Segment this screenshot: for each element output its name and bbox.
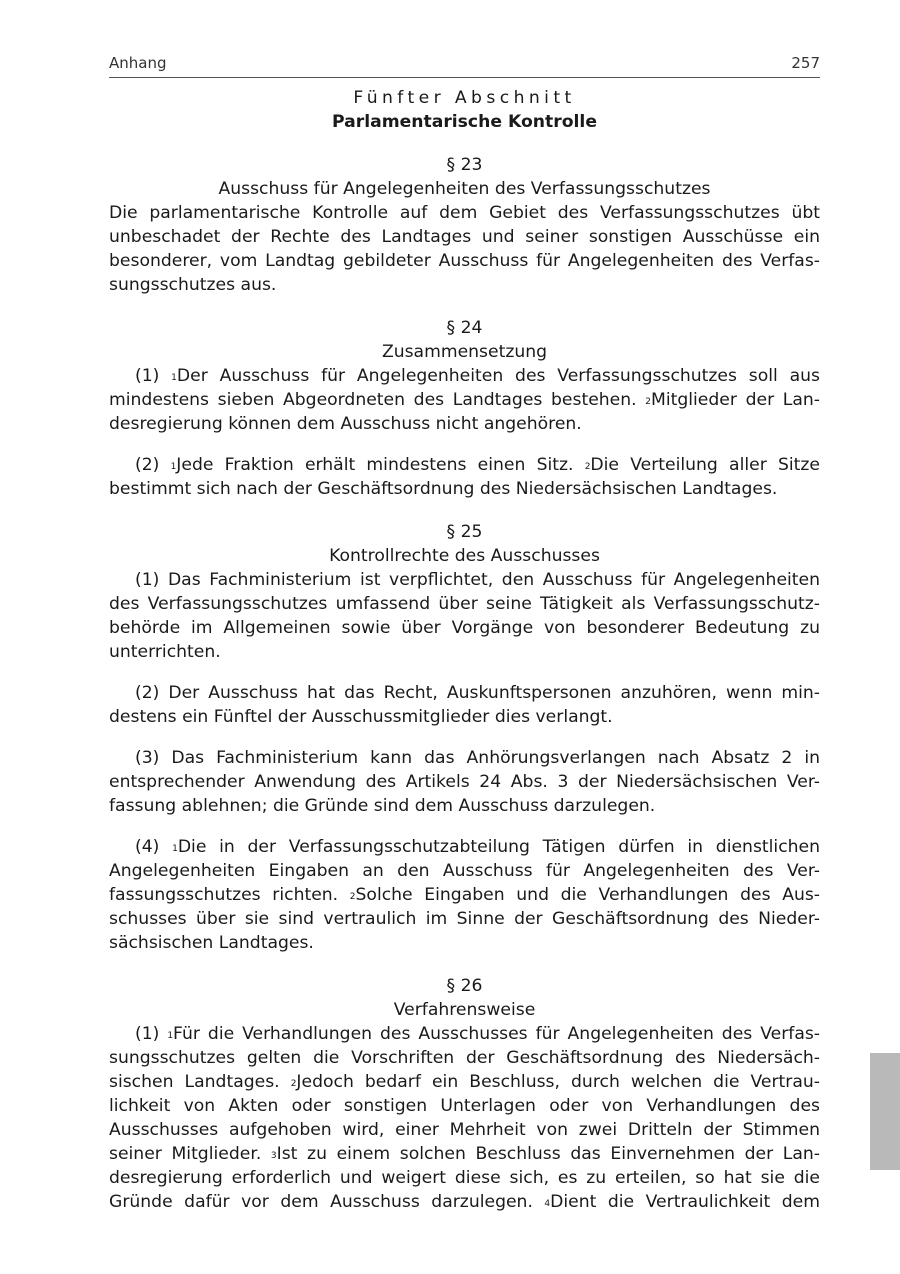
paragraph xyxy=(109,201,820,297)
chapter-title: Parlamentarische Kontrolle xyxy=(332,112,597,132)
section-25 xyxy=(109,520,820,955)
sentence-number: 2 xyxy=(645,397,651,407)
text-line: (3) Das Fachministerium kann das Anhörungsverlangen nach Absatz 2 in xyxy=(135,748,820,768)
section-title: Kontrollrechte des Ausschusses xyxy=(329,546,600,566)
text-line: seiner Mitglieder. $^3$Ist zu einem solchen Beschluss das Einvernehmen der Lan- xyxy=(109,1144,820,1164)
text-line: mindestens sieben Abgeordneten des Landtages bestehen. $^2$Mitglieder der Lan- xyxy=(109,390,820,410)
text-line: behörde im Allgemeinen sowie über Vorgänge von besonderer Bedeutung zu xyxy=(109,618,820,638)
sentence-number: 2 xyxy=(349,892,356,902)
section-26 xyxy=(109,974,820,1214)
text-line: sächsischen Landtages. xyxy=(109,933,314,953)
running-head: Anhang xyxy=(109,54,167,72)
section-23 xyxy=(109,153,820,297)
text-line: schusses über sie sind vertraulich im Sinne der Geschäftsordnung des Nieder- xyxy=(109,909,820,929)
text-line: fassungsschutzes richten. $^2$Solche Eingaben und die Verhandlungen des Aus- xyxy=(109,885,820,905)
section-number: § 24 xyxy=(446,318,483,338)
paragraph-1 xyxy=(109,1022,820,1214)
sentence-number: 1 xyxy=(170,462,177,472)
section-number: § 23 xyxy=(446,155,483,175)
section-title: Verfahrensweise xyxy=(393,1000,536,1020)
section-number: § 26 xyxy=(446,976,483,996)
sentence-number: 1 xyxy=(167,1031,174,1041)
text-line: Gründe dafür vor dem Ausschuss darzulegen. $^4$Dient die Vertraulichkeit dem xyxy=(109,1192,820,1212)
text-line: Ausschusses aufgehoben wird, einer Mehrheit von zwei Dritteln der Stimmen xyxy=(109,1120,820,1140)
text-line: (1) Das Fachministerium ist verpflichtet, den Ausschuss für Angelegenheiten xyxy=(135,570,820,590)
section-title: Ausschuss für Angelegenheiten des Verfassungsschutzes xyxy=(218,179,711,199)
text-line: destens ein Fünftel der Ausschussmitglieder dies verlangt. xyxy=(109,707,613,727)
paragraph-2 xyxy=(109,453,820,501)
text-line: desregierung können dem Ausschuss nicht angehören. xyxy=(109,414,582,434)
text-line: entsprechender Anwendung des Artikels 24 Abs. 3 der Niedersächsischen Ver- xyxy=(109,772,820,792)
text-line: besonderer, vom Landtag gebildeter Ausschuss für Angelegenheiten des Verfas- xyxy=(109,251,820,271)
page-header xyxy=(109,53,820,78)
paragraph-1 xyxy=(109,568,820,664)
text-line: sischen Landtages. $^2$Jedoch bedarf ein Beschluss, durch welchen die Vertrau- xyxy=(109,1072,820,1092)
text-line: (2) Der Ausschuss hat das Recht, Auskunftspersonen anzuhören, wenn min- xyxy=(135,683,820,703)
text-line: unterrichten. xyxy=(109,642,221,662)
sentence-number: 3 xyxy=(270,1151,277,1161)
section-24 xyxy=(109,316,820,501)
text-line: (1) $^1$Der Ausschuss für Angelegenheiten des Verfassungsschutzes soll aus xyxy=(135,366,820,386)
paragraph-1 xyxy=(109,364,820,436)
text-line: sungsschutzes aus. xyxy=(109,275,277,295)
text-line: bestimmt sich nach der Geschäftsordnung des Niedersächsischen Landtages. xyxy=(109,479,778,499)
text-line: des Verfassungsschutzes umfassend über seine Tätigkeit als Verfassungsschutz- xyxy=(109,594,820,614)
text-line: (2) $^1$Jede Fraktion erhält mindestens einen Sitz. $^2$Die Verteilung aller Sitze xyxy=(135,455,820,475)
text-line: fassung ablehnen; die Gründe sind dem Ausschuss darzulegen. xyxy=(109,796,656,816)
text-line: desregierung erforderlich und weigert diese sich, es zu erteilen, so hat sie die xyxy=(109,1168,820,1188)
text-line: sungsschutzes gelten die Vorschriften der Geschäftsordnung des Niedersäch- xyxy=(109,1048,820,1068)
section-title: Zusammensetzung xyxy=(381,342,548,362)
section-number: § 25 xyxy=(446,522,483,542)
page-number: 257 xyxy=(791,54,820,72)
thumb-index-tab xyxy=(870,1053,900,1170)
sentence-number: 2 xyxy=(584,462,591,472)
chapter-number: Fünfter Abschnitt xyxy=(353,88,576,108)
paragraph-2 xyxy=(109,681,820,729)
text-line: Die parlamentarische Kontrolle auf dem Gebiet des Verfassungsschutzes übt xyxy=(109,203,820,223)
sentence-number: 1 xyxy=(172,844,178,854)
text-line: unbeschadet der Rechte des Landtages und seiner sonstigen Ausschüsse ein xyxy=(109,227,820,247)
sentence-number: 2 xyxy=(290,1079,297,1089)
sentence-number: 4 xyxy=(544,1199,551,1209)
text-line: (4) $^1$Die in der Verfassungsschutzabteilung Tätigen dürfen in dienstlichen xyxy=(135,837,821,857)
text-line: (1) $^1$Für die Verhandlungen des Ausschusses für Angelegenheiten des Verfas- xyxy=(135,1024,821,1044)
sentence-number: 1 xyxy=(171,373,177,383)
text-line: Angelegenheiten Eingaben an den Ausschuss für Angelegenheiten des Ver- xyxy=(109,861,820,881)
page-body xyxy=(109,86,820,1214)
text-line: lichkeit von Akten oder sonstigen Unterlagen oder von Verhandlungen des xyxy=(109,1096,820,1116)
paragraph-3 xyxy=(109,746,820,818)
paragraph-4 xyxy=(109,835,820,955)
